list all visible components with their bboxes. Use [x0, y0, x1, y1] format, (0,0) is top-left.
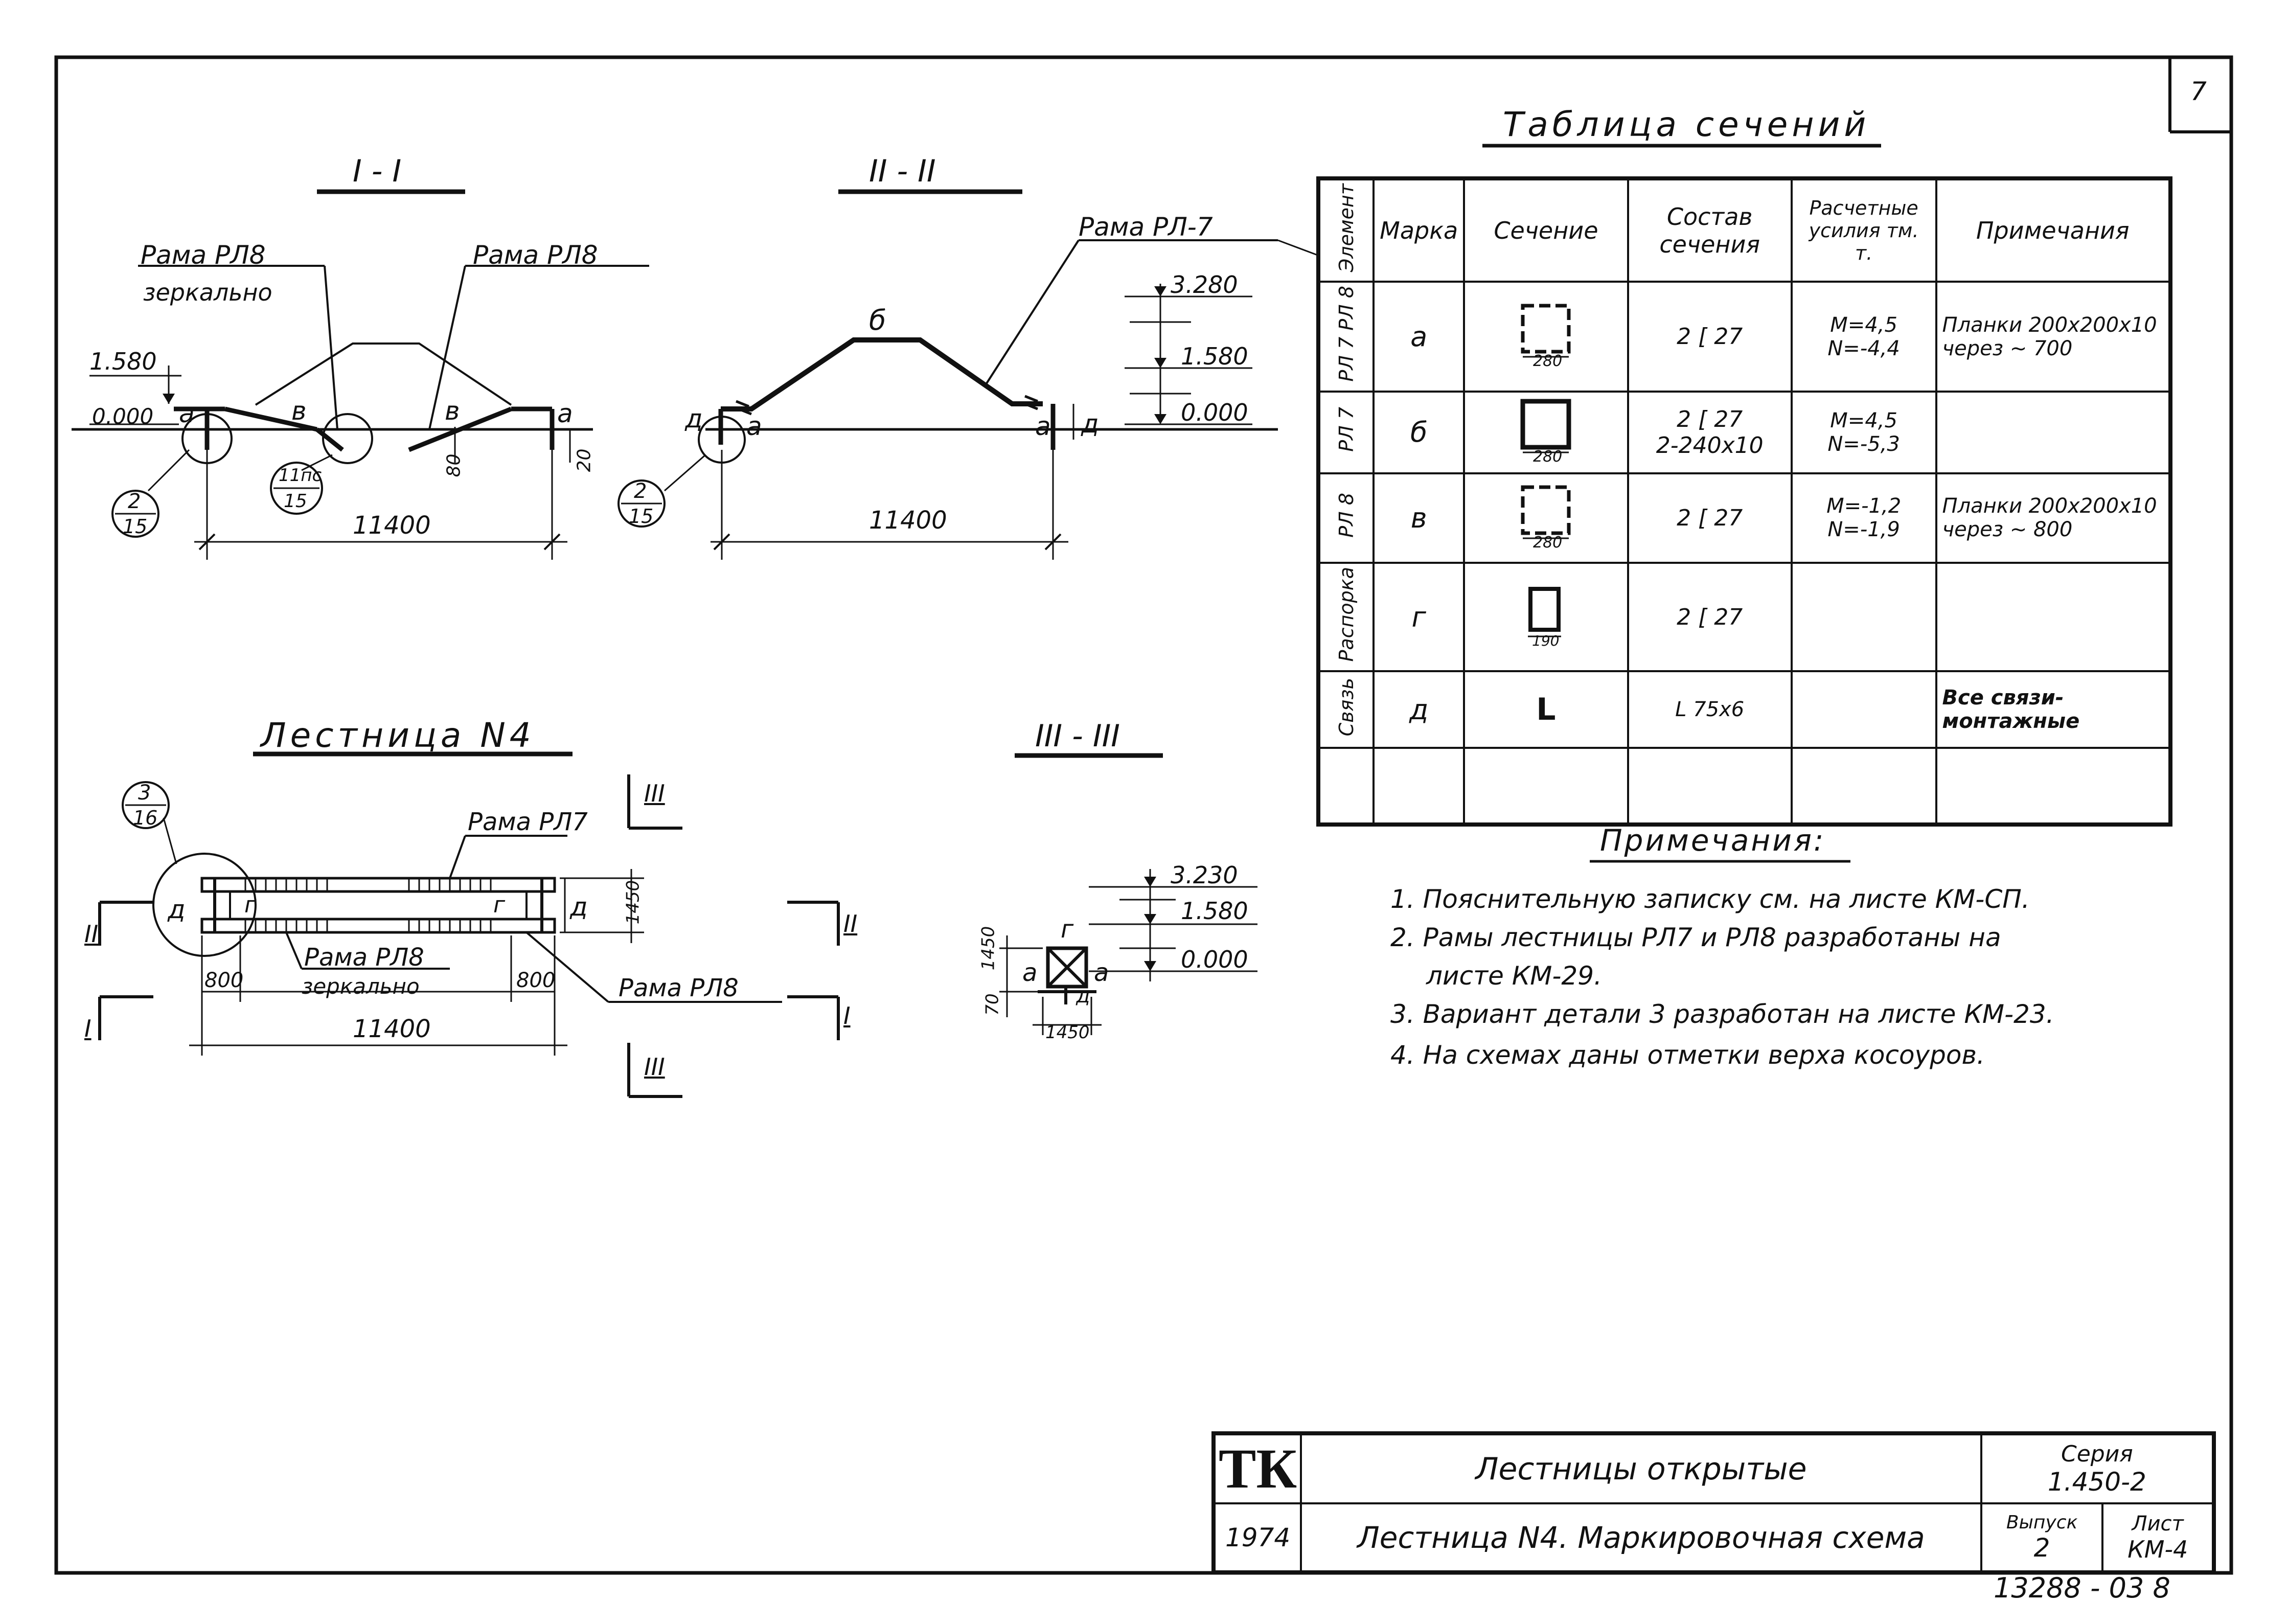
plan-title: Лестница N4 — [261, 716, 535, 755]
section-3-mark-a-left: а — [1022, 958, 1038, 987]
section-3-mark-d: д — [1076, 984, 1090, 1008]
section-1-mark-a-left: а — [179, 399, 195, 428]
row-element: РЛ 8 — [1318, 473, 1374, 563]
plan-dim-800-right: 800 — [516, 969, 556, 992]
section-1-callout-1-bottom: 15 — [123, 515, 148, 538]
row-element: РЛ 7 РЛ 8 — [1318, 282, 1374, 392]
issue-label: Выпуск — [2006, 1512, 2078, 1533]
section-1-dim-span: 11400 — [353, 511, 431, 540]
section-1-callout-1-top: 2 — [128, 490, 141, 513]
sheet-label: Лист — [2132, 1512, 2184, 1536]
section-1-mark-v-right: в — [445, 396, 460, 426]
note-3: 3. Вариант детали 3 разработан на листе КМ-23. — [1390, 999, 2054, 1029]
plan-callout-bottom: 16 — [133, 807, 158, 829]
section-2-mark-d-left: д — [685, 404, 703, 433]
title-block-year: 1974 — [1214, 1503, 1301, 1572]
series-value: 1.450-2 — [2047, 1467, 2146, 1497]
plan-mark-d-left: д — [168, 895, 186, 924]
cut-mark-3-top: III — [644, 780, 665, 807]
section-3-dim-70: 70 — [982, 993, 1003, 1016]
row-composition: 2 [ 27 2-240х10 — [1628, 392, 1792, 473]
row-composition: 2 [ 27 — [1628, 282, 1792, 392]
plan-mark-g-right: г — [493, 892, 506, 918]
section-2-mark-a-left: а — [746, 411, 762, 441]
plan-label-mirror: зеркально — [302, 974, 420, 999]
title-block — [1211, 1431, 2216, 1574]
section-2-title: II - II — [869, 153, 936, 189]
section-2-mark-d-right: д — [1081, 409, 1099, 439]
note-2: 2. Рамы лестницы РЛ7 и РЛ8 разработаны на — [1390, 923, 2001, 952]
plan-mark-g-left: г — [244, 892, 257, 918]
section-1-callout-2-top: 11пс — [279, 465, 322, 486]
plan-label-rl8: Рама РЛ8 — [619, 974, 739, 1002]
section-2-callout-bottom: 15 — [629, 505, 654, 528]
row-notes: Все связи- монтажные — [1936, 671, 2171, 748]
row-element: Связь — [1318, 671, 1374, 748]
section-2-elev-0000: 0.000 — [1181, 399, 1248, 426]
cut-mark-1-left: I — [84, 1015, 91, 1042]
notes-title: Примечания: — [1600, 823, 1826, 858]
section-1-mark-v-left: в — [291, 396, 307, 426]
section-3-dim-1450-horizontal: 1450 — [1045, 1022, 1090, 1043]
plan-dim-1450: 1450 — [623, 880, 644, 925]
section-3-elev-3230: 3.230 — [1171, 861, 1238, 889]
cut-mark-2-right: II — [843, 910, 858, 937]
row-notes: Планки 200х200х10 через ~ 700 — [1936, 282, 2171, 392]
title-block-sheet — [2102, 1503, 2214, 1572]
page-number: 7 — [2190, 77, 2207, 106]
section-dim-label: 280 — [1533, 448, 1563, 463]
row-mark: г — [1374, 563, 1464, 672]
row-element: Распорка — [1318, 563, 1374, 672]
section-dim-label: 280 — [1533, 533, 1563, 548]
section-3-elev-0000: 0.000 — [1181, 946, 1248, 973]
section-1-label-left-frame: Рама РЛ8 — [141, 240, 266, 270]
row-mark: в — [1374, 473, 1464, 563]
title-block-subtitle: Лестница N4. Маркировочная схема — [1301, 1503, 1981, 1572]
row-mark: д — [1374, 671, 1464, 748]
row-forces: M=-1,2 N=-1,9 — [1792, 473, 1936, 563]
section-3-title: III - III — [1035, 718, 1120, 754]
series-label: Серия — [2061, 1441, 2133, 1467]
header-section: Сечение — [1464, 178, 1628, 282]
cut-mark-3-bottom: III — [644, 1053, 665, 1081]
header-forces: Расчетные усилия тм. т. — [1792, 178, 1936, 282]
title-block-issue — [1981, 1503, 2103, 1572]
row-forces: M=4,5 N=-4,4 — [1792, 282, 1936, 392]
section-1-callout-2-bottom: 15 — [284, 491, 307, 512]
title-block-logo: ТК — [1214, 1433, 1301, 1503]
note-2-cont: листе КМ-29. — [1426, 961, 1602, 991]
row-section-icon: L — [1464, 671, 1628, 748]
section-2-dim-span: 11400 — [869, 506, 947, 535]
section-2-elev-3280: 3.280 — [1171, 271, 1238, 299]
note-4: 4. На схемах даны отметки верха косоуров. — [1390, 1040, 1985, 1070]
section-3-mark-a-right: а — [1094, 958, 1109, 987]
row-composition: L 75х6 — [1628, 671, 1792, 748]
section-2-elev-1580: 1.580 — [1181, 342, 1248, 370]
row-element: РЛ 7 — [1318, 392, 1374, 473]
row-composition: 2 [ 27 — [1628, 473, 1792, 563]
section-2-callout-top: 2 — [634, 479, 647, 503]
cut-mark-1-right: I — [843, 1002, 851, 1030]
row-notes: Планки 200х200х10 через ~ 800 — [1936, 473, 2171, 563]
section-1-elev-1580: 1.580 — [89, 348, 157, 375]
issue-value: 2 — [2033, 1533, 2050, 1563]
plan-callout-top: 3 — [138, 781, 151, 805]
row-mark: б — [1374, 392, 1464, 473]
section-1-mark-a-right: а — [557, 399, 573, 428]
note-1: 1. Пояснительную записку см. на листе КМ-СП. — [1390, 884, 2030, 914]
section-dim-label: 280 — [1533, 352, 1563, 368]
plan-dim-span: 11400 — [353, 1015, 431, 1043]
title-block-title: Лестницы открытые — [1301, 1433, 1981, 1503]
row-composition: 2 [ 27 — [1628, 563, 1792, 672]
sheet-value: КМ-4 — [2127, 1535, 2188, 1563]
section-dim-label: 190 — [1532, 632, 1560, 648]
section-1-elev-0000: 0.000 — [92, 404, 154, 429]
header-mark: Марка — [1374, 178, 1464, 282]
plan-dim-800-left: 800 — [204, 969, 244, 992]
header-composition: Состав сечения — [1628, 178, 1792, 282]
row-mark: а — [1374, 282, 1464, 392]
archive-number: 13288 - 03 8 — [1994, 1572, 2170, 1604]
section-1-title: I - I — [353, 153, 402, 189]
plan-label-rl7: Рама РЛ7 — [468, 808, 588, 836]
section-1-dim-20: 20 — [574, 448, 595, 472]
section-3-elev-1580: 1.580 — [1181, 897, 1248, 925]
section-1-label-left-mirror: зеркально — [143, 279, 272, 306]
section-3-dim-1450-vertical: 1450 — [978, 926, 999, 971]
section-1-dim-80: 80 — [443, 453, 465, 477]
section-2-mark-a-right: а — [1035, 411, 1051, 441]
plan-label-rl8-mirror: Рама РЛ8 — [304, 943, 424, 972]
title-block-series — [1981, 1433, 2214, 1503]
section-1-label-right-frame: Рама РЛ8 — [473, 240, 598, 270]
row-forces: M=4,5 N=-5,3 — [1792, 392, 1936, 473]
title-block-row-2 — [1214, 1503, 2214, 1572]
section-3-mark-g: г — [1061, 915, 1074, 944]
header-notes: Примечания — [1936, 178, 2171, 282]
section-2-mark-b: б — [869, 304, 886, 336]
section-table-title: Таблица сечений — [1503, 105, 1870, 144]
plan-mark-d-right: д — [570, 892, 588, 922]
section-2-label-frame: Рама РЛ-7 — [1079, 212, 1213, 242]
header-element: Элемент — [1318, 178, 1374, 282]
title-block-row-1 — [1214, 1433, 2214, 1503]
cut-mark-2-left: II — [84, 920, 99, 948]
